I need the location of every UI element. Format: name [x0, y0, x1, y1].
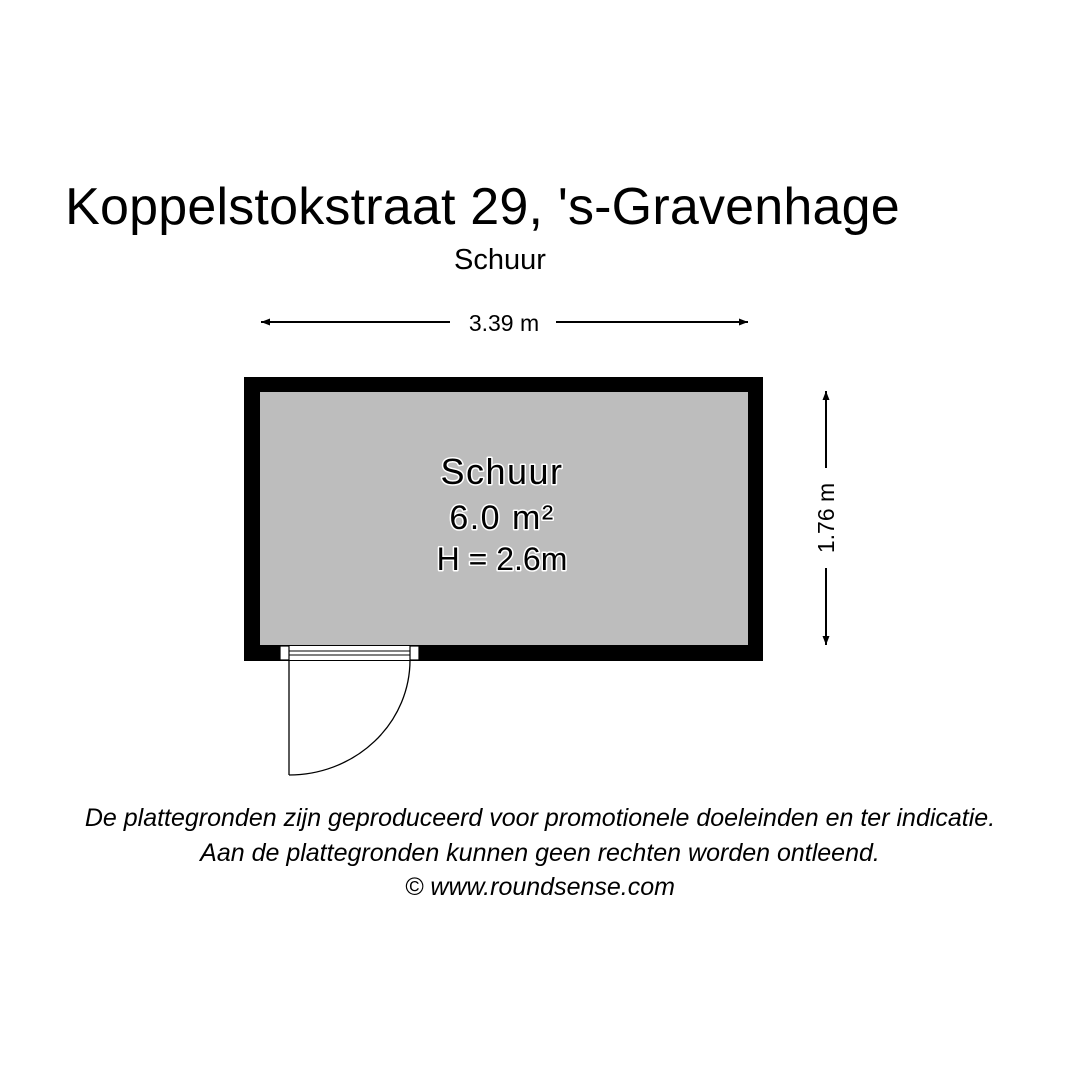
door-jamb-left: [280, 646, 289, 660]
room-label: [437, 451, 568, 577]
height-dimension-label: 1.76 m: [813, 482, 839, 554]
door-jamb-right: [410, 646, 419, 660]
room-area: 6.0 m²: [449, 499, 555, 537]
floor-subtitle: Schuur: [454, 244, 546, 276]
width-dimension-label: 3.39 m: [468, 310, 540, 336]
copyright-line: © www.roundsense.com: [405, 873, 675, 901]
address-title: Koppelstokstraat 29, 's-Gravenhage: [65, 178, 900, 236]
door-opening: [280, 646, 419, 660]
door-swing-arc: [289, 660, 410, 775]
disclaimer-line-1: De plattegronden zijn geproduceerd voor promotionele doeleinden en ter indicatie.: [84, 804, 996, 832]
height-dimension: [813, 391, 839, 645]
door: [280, 646, 419, 775]
disclaimer-line-2: Aan de plattegronden kunnen geen rechten worden ontleend.: [200, 839, 880, 867]
room-name: Schuur: [440, 451, 564, 492]
width-dimension: [261, 310, 748, 336]
room-ceiling-height: H = 2.6m: [436, 541, 568, 577]
